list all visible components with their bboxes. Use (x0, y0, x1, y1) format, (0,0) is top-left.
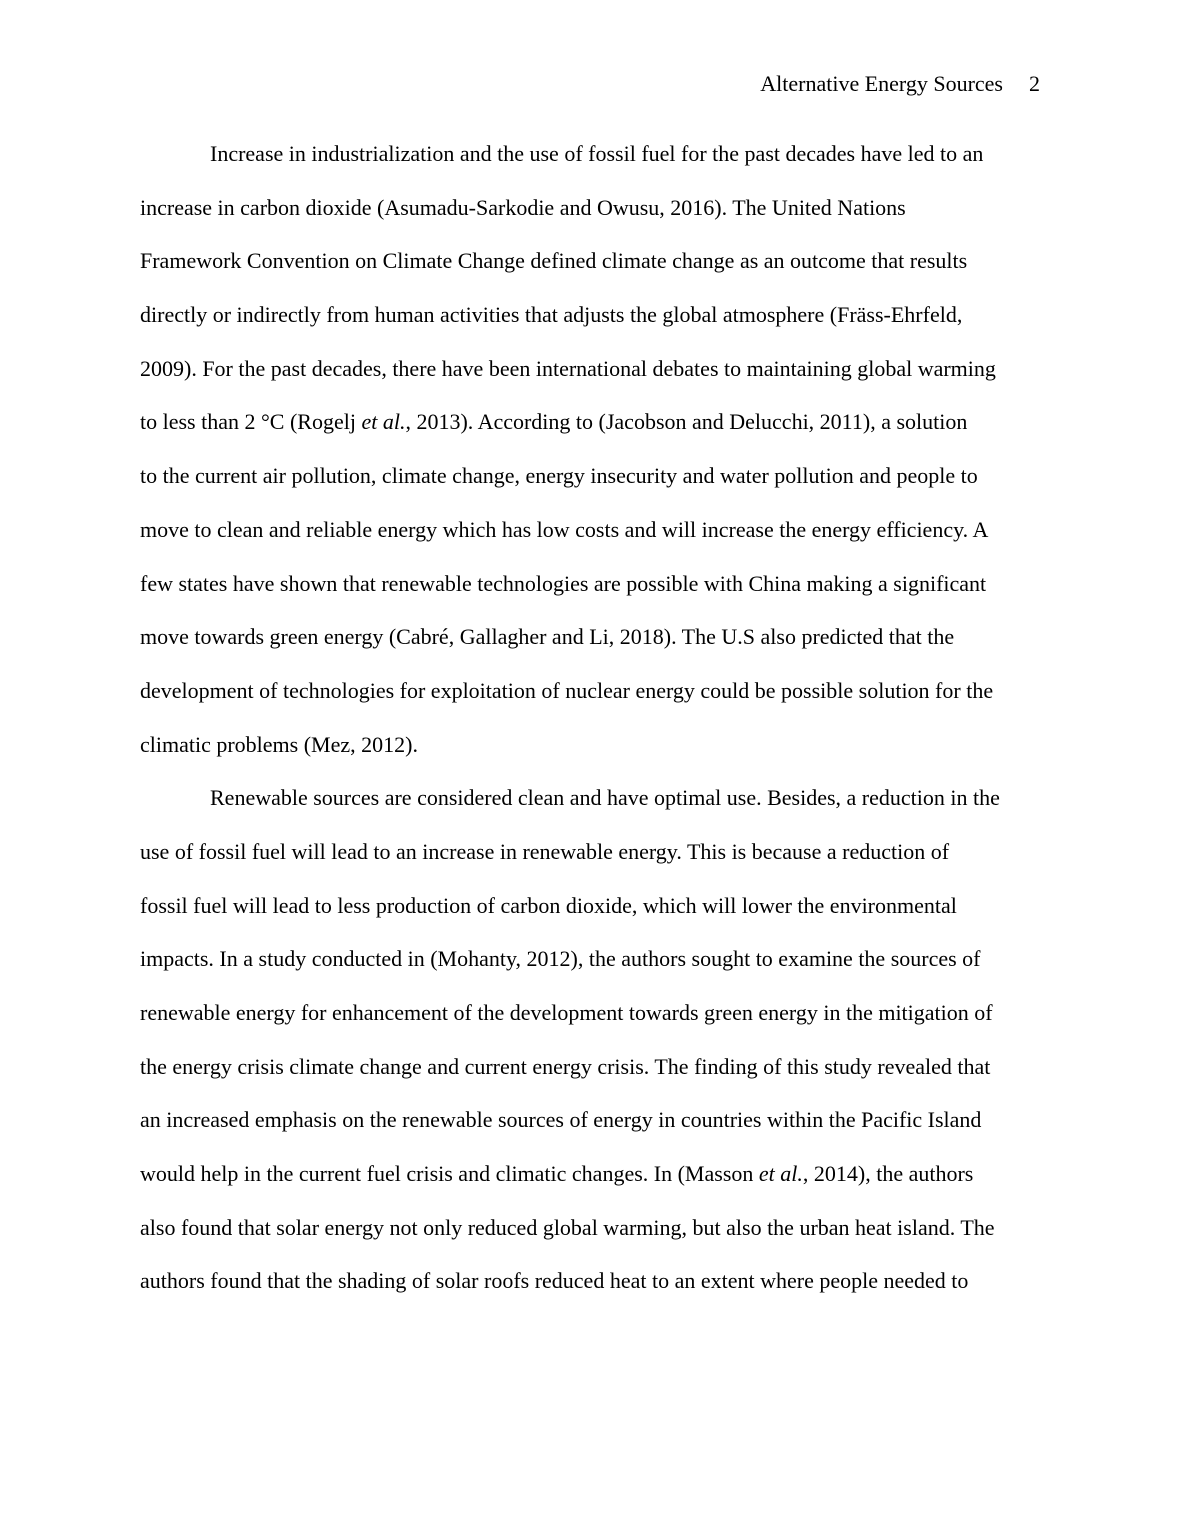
italic-text: et al. (361, 409, 406, 435)
text-line: increase in carbon dioxide (Asumadu-Sarkodie and Owusu, 2016). The United Nations (140, 194, 906, 220)
page-number: 2 (1029, 71, 1040, 96)
text-line: renewable energy for enhancement of the development towards green energy in the mitigation of (140, 1000, 993, 1025)
text-line: use of fossil fuel will lead to an increase in renewable energy. This is because a reduction of (140, 838, 950, 864)
text-line: authors found that the shading of solar roofs reduced heat to an extent where people needed to (140, 1268, 969, 1294)
text-line (140, 395, 1052, 449)
text-line: to the current air pollution, climate change, energy insecurity and water pollution and people to (140, 463, 978, 489)
text-line: move towards green energy (Cabré, Gallagher and Li, 2018). The U.S also predicted that the (140, 624, 955, 650)
running-head-title: Alternative Energy Sources (760, 71, 1003, 96)
text-line: Renewable sources are considered clean and have optimal use. Besides, a reduction in the (210, 785, 1000, 811)
text-line: 2009). For the past decades, there have been international debates to maintaining global warming (140, 355, 996, 381)
text-line: fossil fuel will lead to less production of carbon dioxide, which will lower the environmental (140, 892, 957, 918)
text-line: development of technologies for exploitation of nuclear energy could be possible solution for the (140, 677, 994, 703)
body-text (140, 127, 1052, 1308)
italic-text: et al. (758, 1161, 803, 1187)
text-line: an increased emphasis on the renewable sources of energy in countries within the Pacific Island (140, 1107, 982, 1133)
text-line: impacts. In a study conducted in (Mohanty, 2012), the authors sought to examine the sources of (140, 946, 981, 972)
paragraph-1 (140, 127, 1052, 771)
text-line: the energy crisis climate change and current energy crisis. The finding of this study revealed that (140, 1053, 991, 1079)
text-line: Increase in industrialization and the use of fossil fuel for the past decades have led to an (210, 141, 984, 166)
text-run: would help in the current fuel crisis and climatic changes. In (Masson (140, 1161, 759, 1187)
paragraph-2 (140, 771, 1052, 1308)
text-line: few states have shown that renewable technologies are possible with China making a significant (140, 570, 987, 596)
text-run: , 2014), the authors (802, 1161, 974, 1187)
text-line: move to clean and reliable energy which has low costs and will increase the energy efficiency. A (140, 516, 989, 542)
running-head (760, 70, 1040, 98)
text-line (140, 1147, 1052, 1201)
text-line: Framework Convention on Climate Change defined climate change as an outcome that results (140, 248, 968, 274)
text-line: climatic problems (Mez, 2012). (140, 731, 418, 757)
text-run: to less than 2 °C (Rogelj (140, 409, 362, 435)
text-run: , 2013). According to (Jacobson and Delucchi, 2011), a solution (405, 409, 968, 435)
text-line: directly or indirectly from human activities that adjusts the global atmosphere (Fräss-Ehrfeld, (140, 302, 963, 328)
text-line: also found that solar energy not only reduced global warming, but also the urban heat island. The (140, 1214, 995, 1240)
